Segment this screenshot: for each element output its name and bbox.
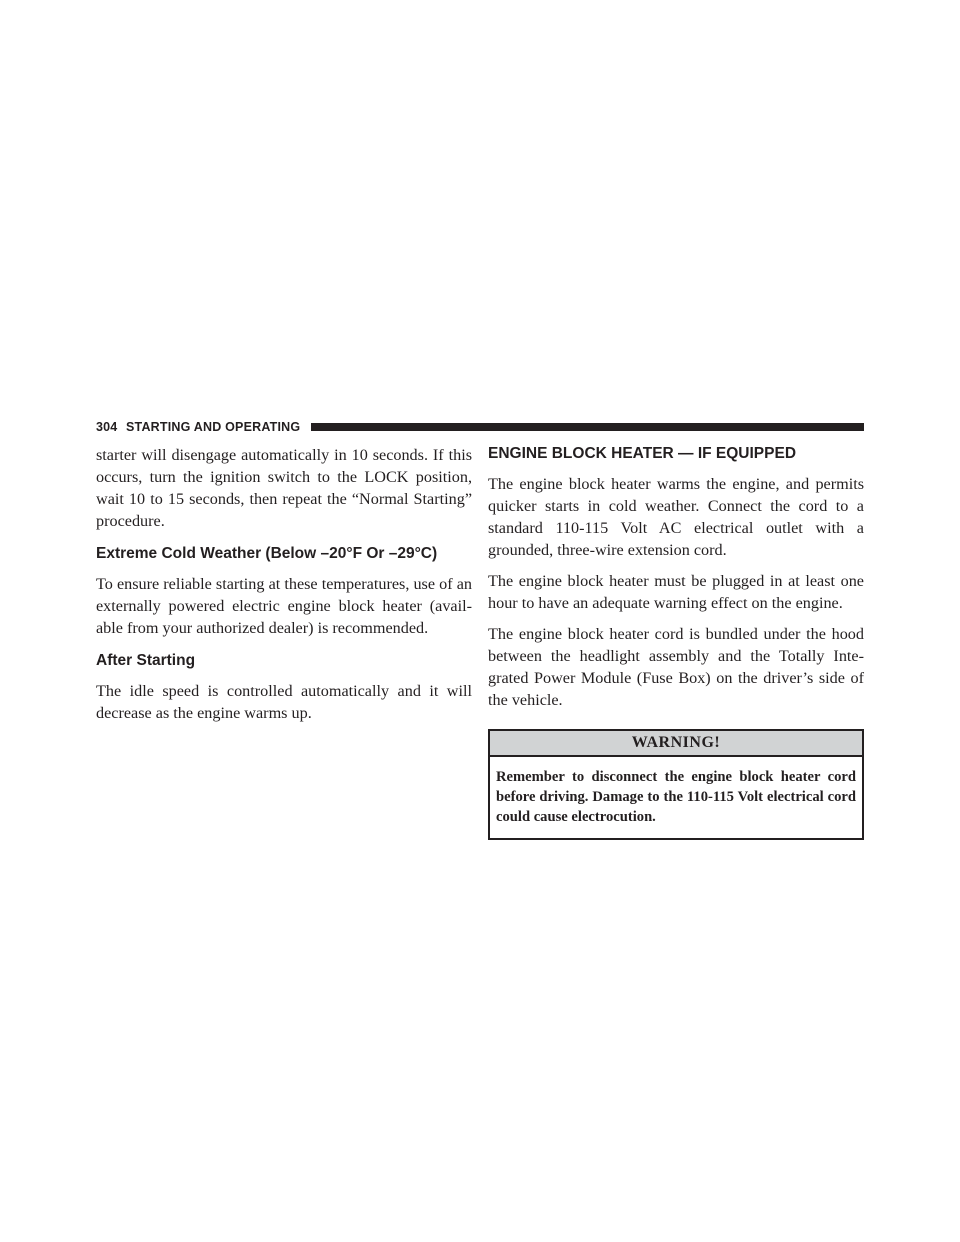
page-number: 304	[96, 420, 118, 434]
right-column	[488, 444, 864, 840]
page-header	[96, 419, 864, 435]
heading-engine-block-heater: ENGINE BLOCK HEATER — IF EQUIPPED	[488, 445, 797, 462]
header-rule	[311, 423, 864, 431]
paragraph-heater-cord-location: The engine block heater cord is bundled under the hood between the headlight assembly and the Totally Inte-grated Power Module (Fuse Box) on the driver’s side of the vehicle.	[488, 625, 864, 709]
paragraph-after-starting: The idle speed is controlled automatically and it will decrease as the engine warms up.	[96, 682, 472, 722]
section-title: STARTING AND OPERATING	[126, 420, 301, 434]
paragraph-heater-plug-time: The engine block heater must be plugged in at least one hour to have an adequate warning effect on the engine.	[488, 572, 864, 612]
left-column	[96, 444, 472, 733]
warning-title: WARNING!	[490, 731, 862, 757]
paragraph-extreme-cold: To ensure reliable starting at these temperatures, use of an externally powered electric engine block heater (avail-able from your authorized dealer) is recommended.	[96, 575, 472, 637]
heading-extreme-cold-weather: Extreme Cold Weather (Below –20°F Or –29°C)	[96, 545, 438, 562]
heading-after-starting: After Starting	[96, 652, 196, 669]
paragraph-heater-intro: The engine block heater warms the engine, and permits quicker starts in cold weather. Connect the cord to a standard 110-115 Volt AC electrical outlet with a grounded, three-wire extension cord.	[488, 475, 864, 559]
paragraph-starter-disengage: starter will disengage automatically in 10 seconds. If this occurs, turn the ignition switch to the LOCK position, wait 10 to 15 seconds, then repeat the “Normal Starting” procedure.	[96, 446, 472, 530]
warning-box	[488, 729, 864, 840]
warning-text: Remember to disconnect the engine block heater cord before driving. Damage to the 110-115 Volt electrical cord could cause electrocution.	[496, 769, 856, 825]
